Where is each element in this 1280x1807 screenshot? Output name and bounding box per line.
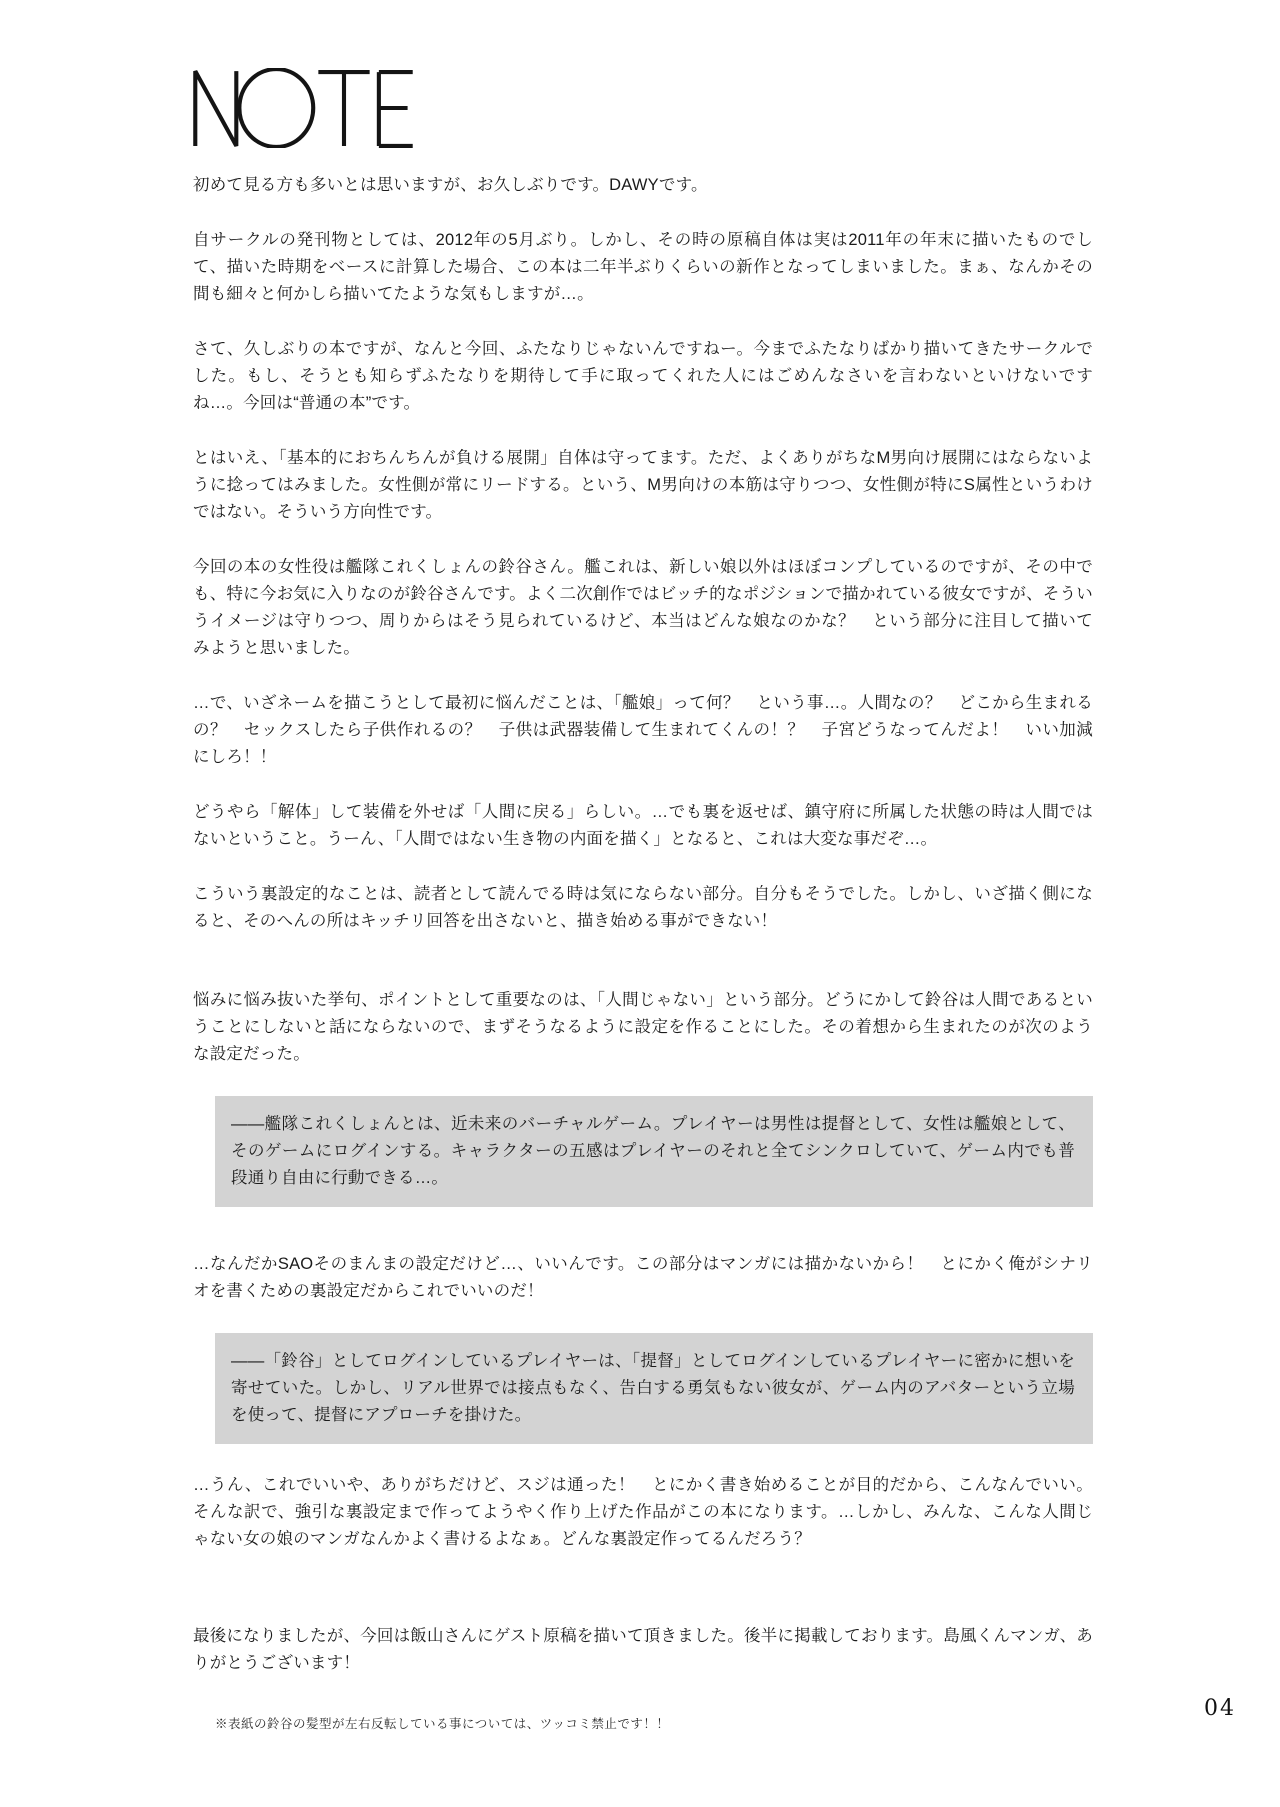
page-title xyxy=(190,68,420,148)
paragraph-conclusion: …うん、これでいいや、ありがちだけど、スジは通った！ とにかく書き始めることが目的だから、こんなんでいい。そんな訳で、強引な裏設定まで作ってようやく作り上げた作品がこの本になります。…しかし、みんな、こんな人間じゃない女の娘のマンガなんかよく書けるよなぁ。どんな裏設定作ってるんだろう？ xyxy=(193,1476,1093,1548)
note-title-lettering xyxy=(190,68,418,148)
cover-hair-footnote: ※表紙の鈴谷の髪型が左右反転している事については、ツッコミ禁止です！！ xyxy=(215,1717,670,1731)
paragraph-heroine-suzuya: 今回の本の女性役は艦隊これくしょんの鈴谷さん。艦これは、新しい娘以外はほぼコンプしているのですが、その中でも、特に今お気に入りなのが鈴谷さんです。よく二次創作ではビッチ的なポジションで描かれている彼女ですが、そういうイメージは守りつつ、周りからはそう見られているけど、本当はどんな娘なのかな？ という部分に注目して描いてみようと思いました。 xyxy=(193,558,1093,657)
setting-block-suzuya-player: ――「鈴谷」としてログインしているプレイヤーは、「提督」としてログインしているプレイヤーに密かに想いを寄せていた。しかし、リアル世界では接点もなく、告白する勇気もない彼女が、ゲーム内のアバターという立場を使って、提督にアプローチを掛けた。 xyxy=(215,1333,1093,1444)
note-text-column xyxy=(193,172,1093,1705)
paragraph-kaitai-lore: どうやら「解体」して装備を外せば「人間に戻る」らしい。…でも裏を返せば、鎮守府に所属した状態の時は人間ではないということ。うーん、「人間ではない生き物の内面を描く」となると、これは大変な事だぞ…。 xyxy=(193,803,1093,848)
paragraph-guest-thanks: 最後になりましたが、今回は飯山さんにゲスト原稿を描いて頂きました。後半に掲載しております。島風くんマンガ、ありがとうございます！ xyxy=(193,1627,1093,1672)
paragraph-kanmusu-questions: …で、いざネームを描こうとして最初に悩んだことは、「艦娘」って何？ という事…。人間なの？ どこから生まれるの？ セックスしたら子供作れるの？ 子供は武器装備して生まれてくんの！？ 子宮どうなってんだよ！ いい加減にしろ！！ xyxy=(193,694,1093,766)
paragraph-greeting: 初めて見る方も多いとは思いますが、お久しぶりです。DAWYです。 xyxy=(193,176,708,194)
setting-block-vr-game: ――艦隊これくしょんとは、近未来のバーチャルゲーム。プレイヤーは男性は提督として、女性は艦娘として、そのゲームにログインする。キャラクターの五感はプレイヤーのそれと全てシンクロしていて、ゲーム内でも普段通り自由に行動できる…。 xyxy=(215,1096,1093,1207)
page-number: 04 xyxy=(1204,1696,1236,1721)
paragraph-not-futanari: さて、久しぶりの本ですが、なんと今回、ふたなりじゃないんですねー。今までふたなりばかり描いてきたサークルでした。もし、そうとも知らずふたなりを期待して手に取ってくれた人にはごめんなさいを言わないといけないですね…。今回は“普通の本”です。 xyxy=(193,340,1093,412)
paragraph-lore-matters: こういう裏設定的なことは、読者として読んでる時は気にならない部分。自分もそうでした。しかし、いざ描く側になると、そのへんの所はキッチリ回答を出さないと、描き始める事ができない！ xyxy=(193,885,1093,930)
paragraph-publication-gap: 自サークルの発刊物としては、2012年の5月ぶり。しかし、その時の原稿自体は実は2011年の年末に描いたものでして、描いた時期をベースに計算した場合、この本は二年半ぶりくらいの新作となってしまいました。まぁ、なんかその間も細々と何かしら描いてたような気もしますが…。 xyxy=(193,231,1093,303)
paragraph-key-point: 悩みに悩み抜いた挙句、ポイントとして重要なのは、「人間じゃない」という部分。どうにかして鈴谷は人間であるということにしないと話にならないので、まずそうなるように設定を作ることにした。その着想から生まれたのが次のような設定だった。 xyxy=(193,991,1093,1063)
paragraph-direction: とはいえ、「基本的におちんちんが負ける展開」自体は守ってます。ただ、よくありがちなM男向け展開にはならないように捻ってはみました。女性側が常にリードする。という、M男向けの本筋は守りつつ、女性側が特にS属性というわけではない。そういう方向性です。 xyxy=(193,449,1093,521)
paragraph-sao-joke: …なんだかSAOそのまんまの設定だけど…、いいんです。この部分はマンガには描かないから！ とにかく俺がシナリオを書くための裏設定だからこれでいいのだ！ xyxy=(193,1255,1093,1300)
